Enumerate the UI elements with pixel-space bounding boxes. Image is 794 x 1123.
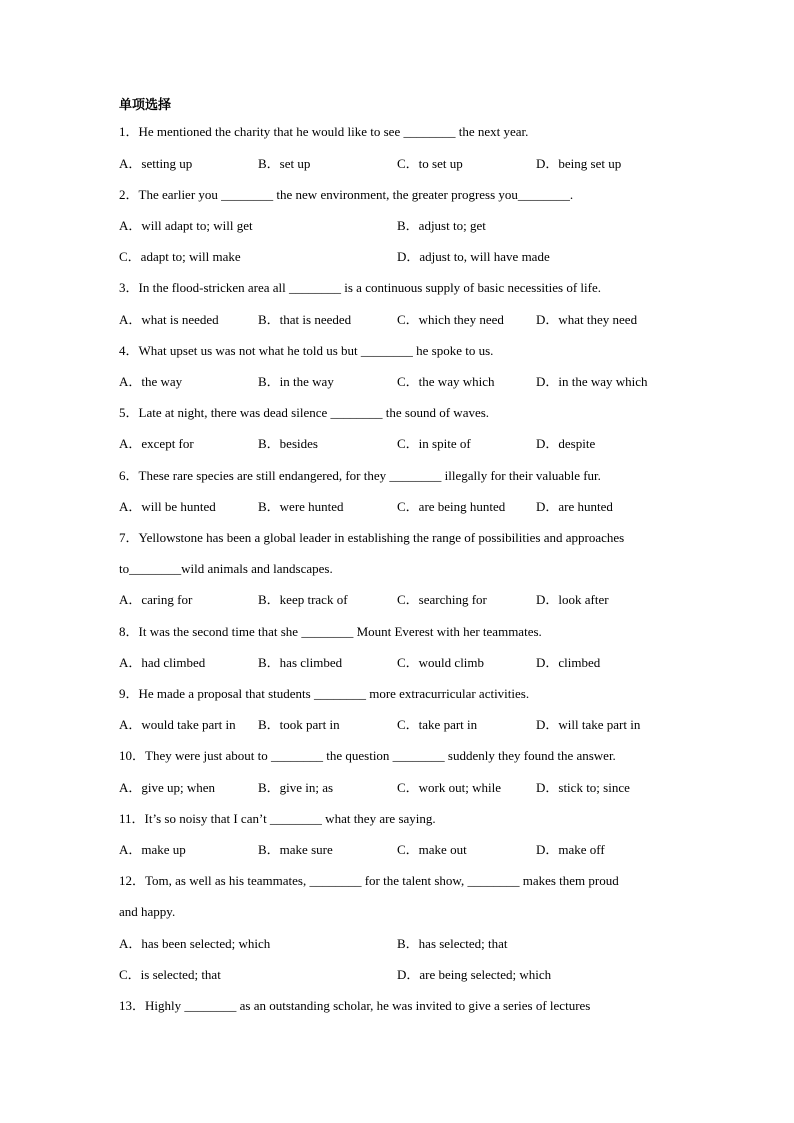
question-9-option-a: A．would take part in [119,717,236,732]
question-12-option-b: B．has selected; that [397,936,508,951]
question-2-option-b: B．adjust to; get [397,218,486,233]
question-10-option-b: B．give in; as [258,780,334,795]
question-9-option-b: B．took part in [258,717,340,732]
question-3-option-b: B．that is needed [258,312,352,327]
question-11-option-a: A．make up [119,842,186,857]
question-7-option-d: D．look after [536,592,609,607]
question-11-option-d: D．make off [536,842,605,857]
question-7-option-a: A．caring for [119,592,193,607]
question-2-option-c: C．adapt to; will make [119,249,241,264]
question-6-option-a: A．will be hunted [119,499,216,514]
question-10-option-c: C．work out; while [397,780,501,795]
question-12-option-c: C．is selected; that [119,967,221,982]
question-1-option-d: D．being set up [536,156,622,171]
question-10-option-d: D．stick to; since [536,780,630,795]
question-1-option-c: C．to set up [397,156,463,171]
question-6-option-c: C．are being hunted [397,499,506,514]
question-5-stem: 5．Late at night, there was dead silence ________ the sound of waves. [119,405,490,420]
question-3-stem: 3．In the flood-stricken area all ________ is a continuous supply of basic necessities of life. [119,280,601,295]
question-3-option-c: C．which they need [397,312,504,327]
question-8-option-b: B．has climbed [258,655,343,670]
question-10-option-a: A．give up; when [119,780,216,795]
question-8-stem: 8．It was the second time that she ________ Mount Everest with her teammates. [119,624,542,639]
question-1-option-b: B．set up [258,156,311,171]
question-4-option-c: C．the way which [397,374,495,389]
question-6-stem: 6．These rare species are still endangered, for they ________ illegally for their valuable fur. [119,468,601,483]
question-5-option-c: C．in spite of [397,436,471,451]
question-8-option-d: D．climbed [536,655,601,670]
question-4-stem: 4．What upset us was not what he told us but ________ he spoke to us. [119,343,494,358]
question-5-option-a: A．except for [119,436,194,451]
question-12-stem-continued: and happy. [119,904,176,919]
question-6-option-d: D．are hunted [536,499,613,514]
question-11-option-c: C．make out [397,842,467,857]
question-9-option-c: C．take part in [397,717,478,732]
question-9-stem: 9．He made a proposal that students ________ more extracurricular activities. [119,686,530,701]
question-2-option-a: A．will adapt to; will get [119,218,253,233]
question-1-stem: 1．He mentioned the charity that he would like to see ________ the next year. [119,124,529,139]
question-1-option-a: A．setting up [119,156,193,171]
question-8-option-c: C．would climb [397,655,485,670]
question-12-option-d: D．are being selected; which [397,967,552,982]
question-10-stem: 10．They were just about to ________ the question ________ suddenly they found the answer. [119,748,616,763]
question-3-option-d: D．what they need [536,312,638,327]
question-4-option-a: A．the way [119,374,183,389]
question-9-option-d: D．will take part in [536,717,641,732]
question-13-stem: 13．Highly ________ as an outstanding scholar, he was invited to give a series of lectures [119,998,591,1013]
question-2-option-d: D．adjust to, will have made [397,249,550,264]
question-4-option-b: B．in the way [258,374,334,389]
question-6-option-b: B．were hunted [258,499,344,514]
question-7-option-c: C．searching for [397,592,487,607]
question-4-option-d: D．in the way which [536,374,648,389]
question-7-stem-continued: to________wild animals and landscapes. [119,561,333,576]
question-8-option-a: A．had climbed [119,655,206,670]
question-5-option-d: D．despite [536,436,596,451]
question-11-stem: 11．It’s so noisy that I can’t ________ what they are saying. [119,811,436,826]
question-12-option-a: A．has been selected; which [119,936,271,951]
question-12-stem: 12．Tom, as well as his teammates, ________ for the talent show, ________ makes them proud [119,873,619,888]
question-5-option-b: B．besides [258,436,318,451]
question-11-option-b: B．make sure [258,842,333,857]
question-7-stem: 7．Yellowstone has been a global leader in establishing the range of possibilities and approaches [119,530,625,545]
question-3-option-a: A．what is needed [119,312,219,327]
question-7-option-b: B．keep track of [258,592,348,607]
question-2-stem: 2．The earlier you ________ the new environment, the greater progress you________. [119,187,574,202]
section-title: 单项选择 [119,98,172,113]
